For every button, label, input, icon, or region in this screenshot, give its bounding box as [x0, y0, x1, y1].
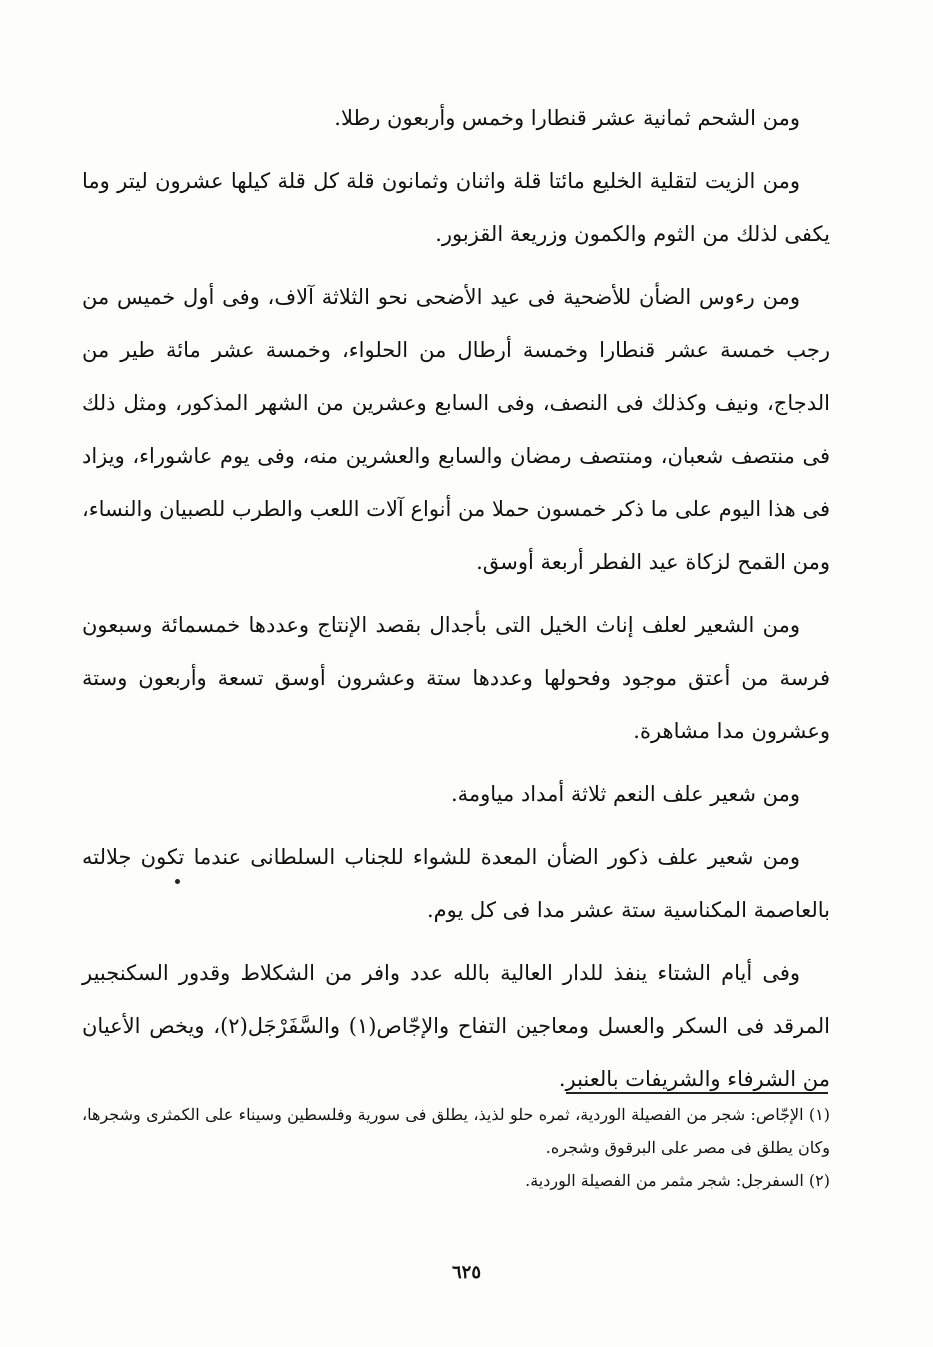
print-speck: [175, 879, 180, 884]
paragraph-barley-livestock: ومن شعير علف النعم ثلاثة أمداد مياومة.: [450, 782, 800, 806]
page-number: ٦٢٥: [451, 1262, 481, 1283]
footnote-2: (٢) السفرجل: شجر مثمر من الفصيلة الوردية.: [525, 1171, 830, 1190]
footnotes: [82, 1098, 830, 1197]
paragraph-winter-provisions: وفى أيام الشتاء ينفذ للدار العالية بالله عدد وافر من الشكلاط وقدور السكنجبير المرقد فى السكر والعسل ومعاجين التفاح والإجّاص(١) والسَّفَرْجَل(٢)، ويخص الأعيان من الشرفاء والشريفات بالعنبر.: [82, 961, 831, 1091]
paragraph-sheep-sacrifice: ومن رءوس الضأن للأضحية فى عيد الأضحى نحو الثلاثة آلاف، وفى أول خميس من رجب خمسة عشر قنطارا وخمسة أرطال من الحلواء، وخمسة عشر مائة طير من الدجاج، ونيف وكذلك فى النصف، وفى السابع وعشرين من الشهر المذكور، ومثل ذلك فى منتصف شعبان، ومنتصف رمضان والسابع والعشرين منه، وفى يوم عاشوراء، ويزاد فى هذا اليوم على ما ذكر خمسون حملا من أنواع آلات اللعب والطرب للصبيان والنساء، ومن القمح لزكاة عيد الفطر أربعة أوسق.: [82, 285, 830, 574]
paragraph-barley-horses: ومن الشعير لعلف إناث الخيل التى بأجدال بقصد الإنتاج وعددها خمسمائة وسبعون فرسة من أعتق موجود وفحولها وعددها ستة وعشرون أوسق تسعة وأربعون وستة وعشرون مدا مشاهرة.: [82, 613, 830, 743]
paragraph-barley-rams: ومن شعير علف ذكور الضأن المعدة للشواء للجناب السلطانى عندما تكون جلالته بالعاصمة المكناسية ستة عشر مدا فى كل يوم.: [82, 845, 830, 922]
paragraph-fat: ومن الشحم ثمانية عشر قنطارا وخمس وأربعون رطلا.: [334, 106, 800, 130]
main-text: [82, 92, 830, 1116]
footnote-separator: [566, 1092, 828, 1094]
footnote-1: (١) الإجّاص: شجر من الفصيلة الوردية، ثمره حلو لذيذ، يطلق فى سورية وفلسطين وسيناء على الكمثرى وشجرها، وكان يطلق فى مصر على البرقوق وشجره.: [82, 1105, 830, 1157]
paragraph-oil: ومن الزيت لتقلية الخليع مائتا قلة واثنان وثمانون قلة كل قلة كيلها عشرون ليتر وما يكفى لذلك من الثوم والكمون وزريعة القزبور.: [82, 169, 830, 246]
